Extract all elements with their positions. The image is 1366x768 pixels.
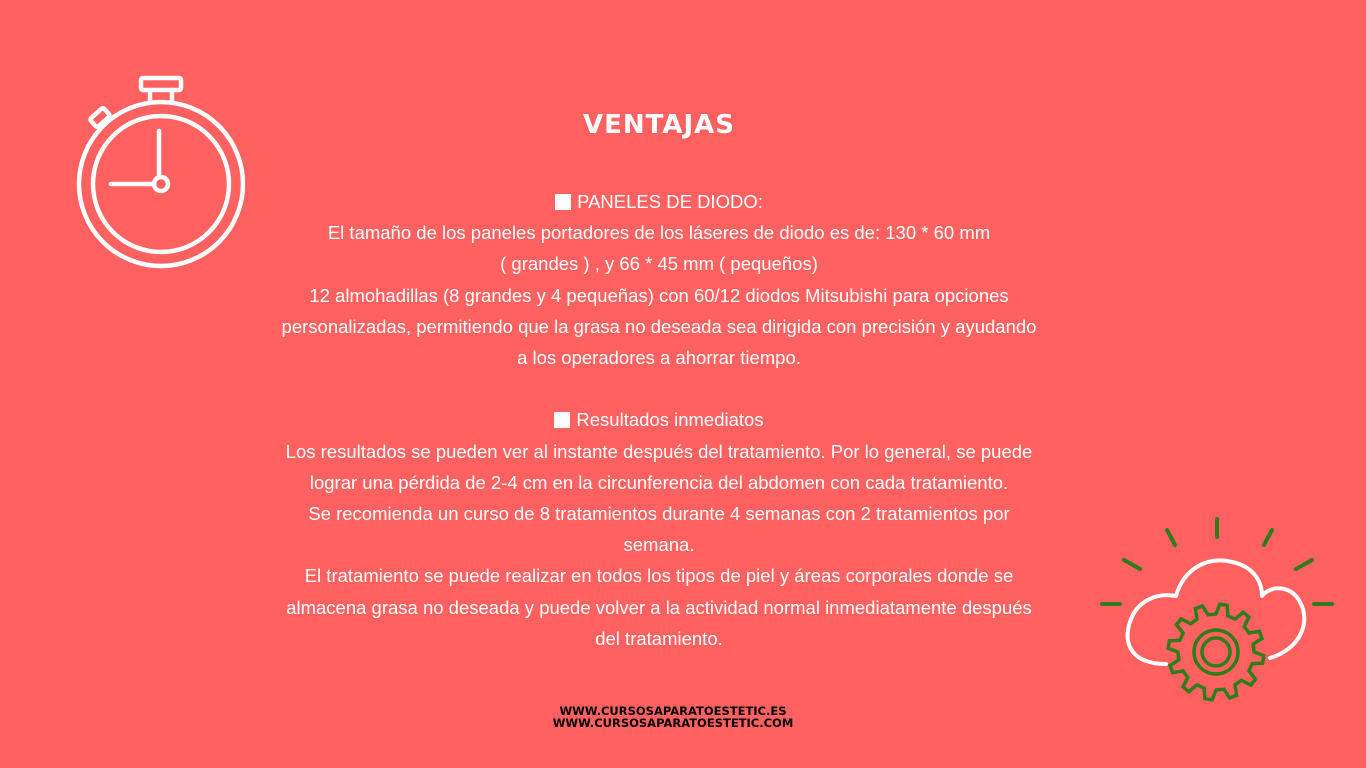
paragraph-line: almacena grasa no deseada y puede volver a la actividad normal inmediatamente después (286, 596, 1032, 618)
paragraph-line: El tamaño de los paneles portadores de los láseres de diodo es de: 130 * 60 mm (327, 222, 991, 244)
paragraph-line: del tratamiento. (595, 627, 723, 649)
cloud-gear-icon (1094, 512, 1344, 712)
section-heading-diode-panels: PANELES DE DIODO: (210, 186, 1108, 217)
paragraph-line: personalizadas, permitiendo que la grasa no deseada sea dirigida con precisión y ayudando (281, 315, 1037, 337)
paragraph-line: Los resultados se pueden ver al instante después del tratamiento. Por lo general, se puede (285, 440, 1033, 462)
section-heading-immediate-results: Resultados inmediatos (210, 404, 1108, 435)
paragraph-line: semana. (623, 534, 695, 556)
square-bullet-icon (554, 412, 570, 428)
footer-link-com[interactable]: WWW.CURSOSAPARATOESTETIC.COM (552, 716, 794, 730)
paragraph-line: a los operadores a ahorrar tiempo. (517, 347, 801, 369)
paragraph-line: ( grandes ) , y 66 * 45 mm ( pequeños) (500, 253, 818, 275)
paragraph-line: lograr una pérdida de 2-4 cm en la circunferencia del abdomen con cada tratamiento. (309, 471, 1009, 493)
paragraph-line: 12 almohadillas (8 grandes y 4 pequeñas) con 60/12 diodos Mitsubishi para opciones (309, 284, 1009, 306)
page-title: VENTAJAS (582, 110, 735, 140)
spacer (210, 373, 1108, 404)
paragraph-line: El tratamiento se puede realizar en todos los tipos de piel y áreas corporales donde se (304, 565, 1014, 587)
content-block (210, 186, 1108, 654)
square-bullet-icon (555, 194, 571, 210)
paragraph-line: Se recomienda un curso de 8 tratamientos durante 4 semanas con 2 tratamientos por (308, 503, 1010, 525)
footer-link-es[interactable]: WWW.CURSOSAPARATOESTETIC.ES (559, 704, 787, 718)
